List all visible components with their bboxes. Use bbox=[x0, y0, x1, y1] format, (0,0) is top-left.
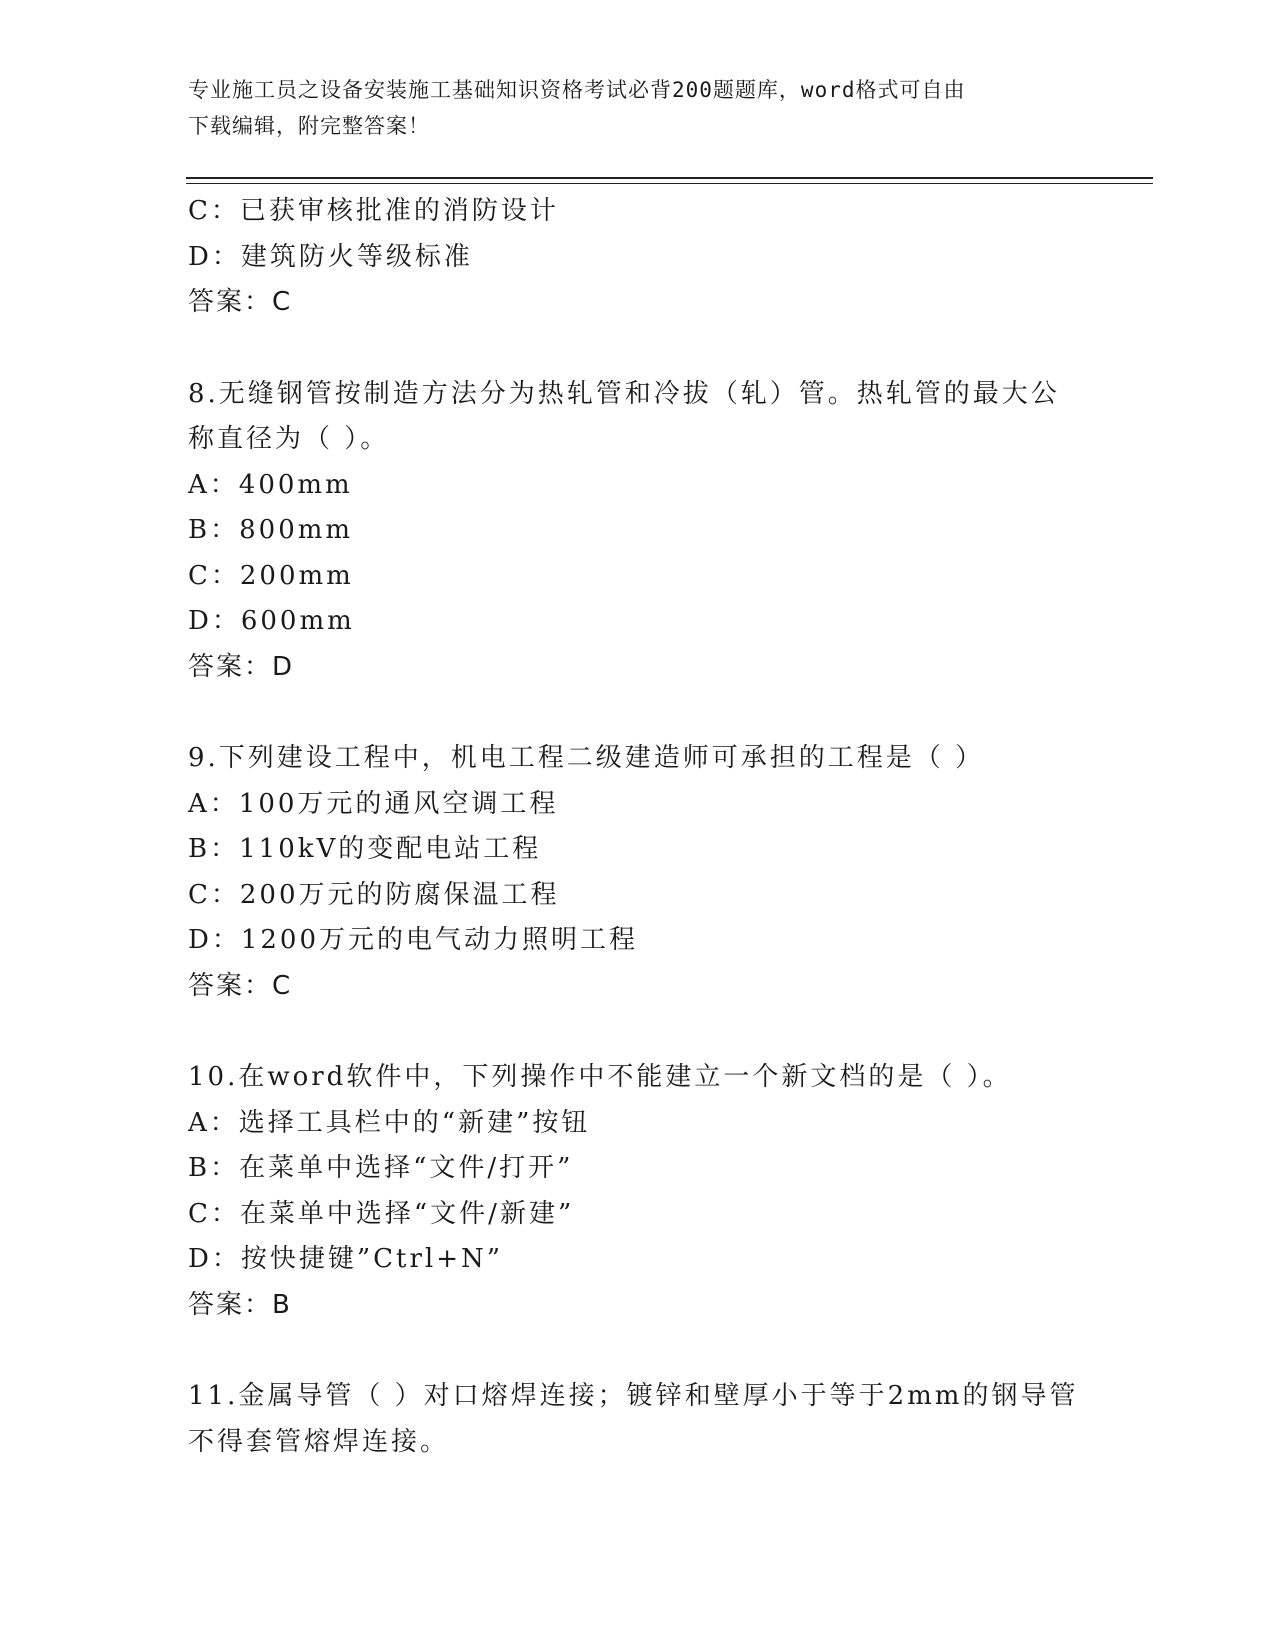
option-d: D：1200万元的电气动力照明工程 bbox=[188, 925, 639, 955]
spacer bbox=[188, 690, 1088, 736]
option-d: D：600mm bbox=[188, 606, 355, 636]
spacer bbox=[188, 1009, 1088, 1055]
option-c: C：200万元的防腐保温工程 bbox=[188, 879, 560, 910]
spacer bbox=[188, 1328, 1088, 1374]
header-divider-thick bbox=[186, 177, 1153, 179]
option-c: C：200mm bbox=[188, 560, 354, 591]
question-stem: 11.金属导管（ ）对口熔焊连接；镀锌和壁厚小于等于2mm的钢导管 bbox=[188, 1381, 1079, 1411]
question-stem-continued: 不得套管熔焊连接。 bbox=[188, 1426, 450, 1457]
option-b: B：800mm bbox=[188, 515, 354, 545]
question-11 bbox=[188, 1374, 1088, 1465]
answer-line: 答案：D bbox=[188, 651, 295, 682]
question-8 bbox=[188, 372, 1088, 691]
document-body bbox=[188, 189, 1088, 1465]
header-title-line-2: 下载编辑，附完整答案！ bbox=[188, 114, 430, 138]
answer-line: 答案：C bbox=[188, 287, 293, 317]
answer-line: 答案：C bbox=[188, 970, 293, 1001]
question-stem-continued: 称直径为（ ）。 bbox=[188, 424, 390, 454]
question-stem: 8.无缝钢管按制造方法分为热轧管和冷拔（轧）管。热轧管的最大公 bbox=[188, 378, 1060, 409]
question-10 bbox=[188, 1055, 1088, 1328]
option-d: D：建筑防火等级标准 bbox=[188, 241, 473, 272]
option-b: B：110kV的变配电站工程 bbox=[188, 834, 542, 864]
question-7-tail bbox=[188, 189, 1088, 326]
option-c: C：在菜单中选择“文件/新建” bbox=[188, 1198, 575, 1229]
document-header bbox=[188, 72, 1088, 144]
option-a: A：100万元的通风空调工程 bbox=[188, 788, 559, 819]
option-a: A：400mm bbox=[188, 469, 353, 500]
option-a: A：选择工具栏中的“新建”按钮 bbox=[188, 1107, 591, 1138]
header-divider-thin bbox=[186, 183, 1153, 184]
spacer bbox=[188, 326, 1088, 372]
option-b: B：在菜单中选择“文件/打开” bbox=[188, 1153, 574, 1183]
question-9 bbox=[188, 736, 1088, 1009]
question-stem: 10.在word软件中，下列操作中不能建立一个新文档的是（ ）。 bbox=[188, 1062, 1012, 1092]
header-title-line-1: 专业施工员之设备安装施工基础知识资格考试必背200题题库，word格式可自由 bbox=[188, 78, 966, 102]
question-stem: 9.下列建设工程中，机电工程二级建造师可承担的工程是（ ） bbox=[188, 743, 985, 773]
option-c: C：已获审核批准的消防设计 bbox=[188, 196, 559, 226]
answer-line: 答案：B bbox=[188, 1289, 292, 1320]
option-d: D：按快捷键”Ctrl+N” bbox=[188, 1244, 504, 1274]
